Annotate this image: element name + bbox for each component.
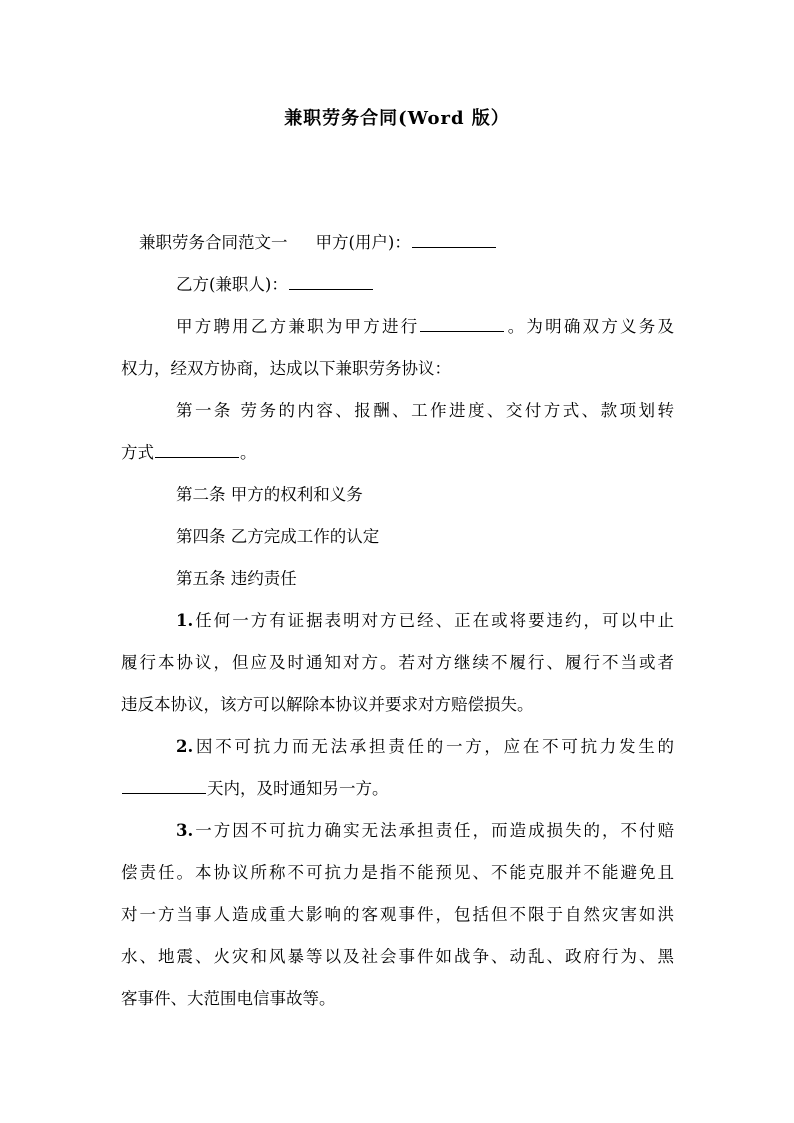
clause-3-line-3: 对一方当事人造成重大影响的客观事件，包括但不限于自然灾害如洪 (121, 905, 674, 924)
article-1-line-2 (121, 440, 674, 482)
clause-3-line-1 (121, 818, 674, 860)
clause-3-line-4: 水、地震、火灾和风暴等以及社会事件如战争、动乱、政府行为、黑 (121, 947, 674, 966)
clause-1-text-1: 任何一方有证据表明对方已经、正在或将要违约，可以中止 (193, 611, 674, 630)
article-1-blank (155, 443, 239, 458)
intro-block (121, 230, 674, 1028)
clause-2-number: 2. (176, 737, 194, 756)
article-1-end: 。 (240, 443, 257, 462)
party-a-label: 甲方(用户)： (315, 233, 411, 252)
clause-2-blank (122, 779, 206, 794)
party-a-blank (412, 233, 496, 248)
clause-3-number: 3. (176, 821, 194, 840)
clause-2-text-1: 因不可抗力而无法承担责任的一方，应在不可抗力发生的 (193, 737, 674, 756)
intro-line (121, 230, 674, 272)
article-1-text: 方式 (121, 443, 154, 462)
preamble-line-2: 权力，经双方协商，达成以下兼职劳务协议： (121, 359, 451, 378)
article-5: 第五条 违约责任 (176, 569, 297, 588)
article-2: 第二条 甲方的权利和义务 (176, 485, 363, 504)
clause-3-line-5: 客事件、大范围电信事故等。 (121, 989, 336, 1008)
preamble-blank (420, 317, 504, 332)
article-4: 第四条 乙方完成工作的认定 (176, 527, 380, 546)
clause-3-text-1: 一方因不可抗力确实无法承担责任，而造成损失的，不付赔 (193, 821, 674, 840)
clause-2-line-2 (121, 776, 674, 818)
clause-1-line-3: 违反本协议，该方可以解除本协议并要求对方赔偿损失。 (121, 695, 534, 714)
document-title: 兼职劳务合同(Word 版） (284, 108, 510, 129)
preamble-text-1: 甲方聘用乙方兼职为甲方进行 (176, 317, 420, 336)
clause-1-line-1 (121, 608, 674, 650)
party-b-blank (289, 275, 373, 290)
preamble-text-2: 。为明确双方义务及 (505, 317, 675, 336)
party-b-label: 乙方(兼职人)： (176, 275, 288, 294)
intro-label: 兼职劳务合同范文一 (139, 233, 288, 252)
clause-1-number: 1. (176, 611, 194, 630)
clause-2-text-2: 天内，及时通知另一方。 (207, 779, 389, 798)
preamble-line-1 (121, 314, 674, 356)
party-b-line (121, 272, 674, 314)
clause-2-line-1 (121, 734, 674, 776)
clause-1-line-2: 履行本协议，但应及时通知对方。若对方继续不履行、履行不当或者 (121, 653, 674, 672)
article-1-line-1: 第一条 劳务的内容、报酬、工作进度、交付方式、款项划转 (176, 401, 674, 420)
clause-3-line-2: 偿责任。本协议所称不可抗力是指不能预见、不能克服并不能避免且 (121, 863, 674, 882)
